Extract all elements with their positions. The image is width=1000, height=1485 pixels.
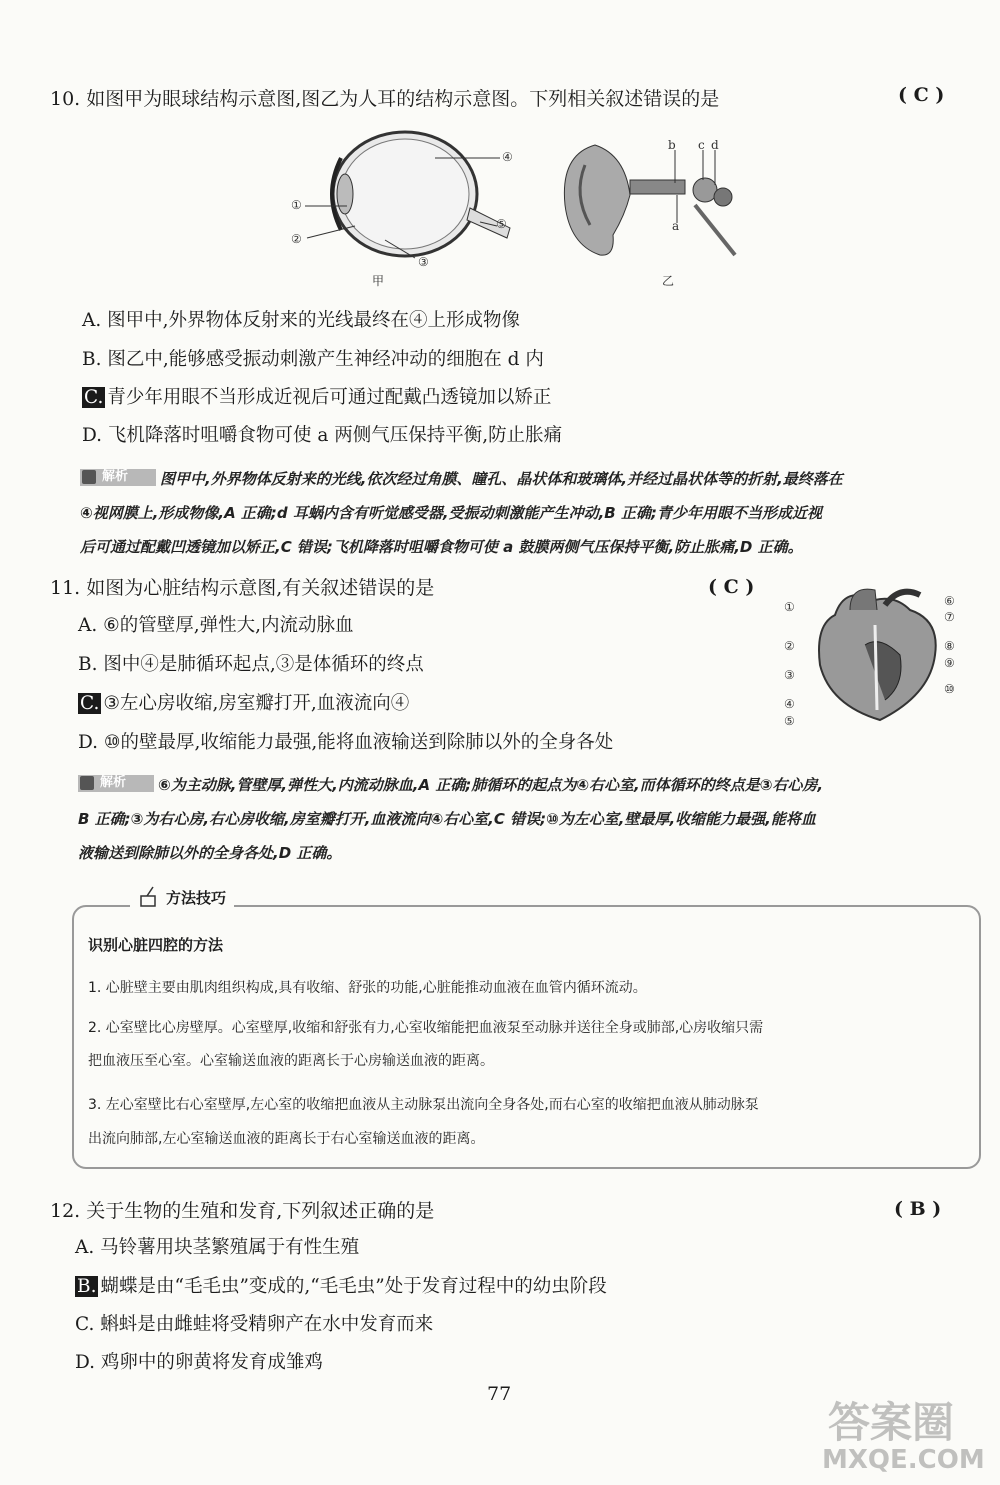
correct-marker: C. [80,693,100,714]
pen-cup-icon [138,886,160,908]
explain-tag: 解析 [78,775,154,792]
tips-line-2: 2. 心室壁比心房壁厚。心室壁厚,收缩和舒张有力,心室收缩能把血液泵至动脉并送往全身或肺部,心房收缩只需 [88,1020,764,1036]
tips-title: 识别心脏四腔的方法 [88,936,224,954]
page-number: 77 [487,1383,512,1405]
q10-option-d: D. 飞机降落时咀嚼食物可使 a 两侧气压保持平衡,防止胀痛 [82,425,563,446]
ear-label-b: b [668,138,676,152]
q12-option-d: D. 鸡卵中的卵黄将发育成雏鸡 [75,1352,323,1373]
ear-label-a: a [672,219,680,233]
heart-label-10: ⑩ [944,682,955,696]
heart-label-8: ⑧ [944,639,955,653]
q11-explanation: 解析 ⑥为主动脉,管壁厚,弹性大,内流动脉血,A 正确;肺循环的起点为④右心室,而体循环的终点是③右心房, B 正确;③为右心房,右心房收缩,房室瓣打开,血液流向④右心室,C 错误;⑩为左心室,壁最厚,收缩能力最强,能将血 液输送到除肺以外的全身各处,D 正确。 [78,775,824,862]
q11-option-c [78,689,409,715]
ear-diagram [555,135,765,265]
q10-option-c-text: 青少年用眼不当形成近视后可通过配戴凸透镜加以矫正 [107,387,552,408]
explain-tag: 解析 [80,469,156,486]
q11-option-c-text: ③左心房收缩,房室瓣打开,血液流向④ [103,693,410,714]
watermark-logo: 答案圈 [828,1398,955,1447]
correct-marker: C. [84,387,104,408]
q12-stem: 12. 关于生物的生殖和发育,下列叙述正确的是 [50,1200,435,1222]
heart-label-1: ① [784,600,795,614]
q11-option-a: A. ⑥的管壁厚,弹性大,内流动脉血 [78,615,354,636]
q10-explanation: 解析 图甲中,外界物体反射来的光线,依次经过角膜、瞳孔、晶状体和玻璃体,并经过晶状体等的折射,最终落在 ④视网膜上,形成物像,A 正确;d 耳蜗内含有听觉感受器,受振动刺激能产生冲动,B 正确;青少年用眼不当形成近视 后可通过配戴凹透镜加以矫正,C 错误;飞机降落时咀嚼食物可使 a 鼓膜两侧气压保持平衡,防止胀痛,D 正确。 [80,469,843,556]
q10-option-b: B. 图乙中,能够感受振动刺激产生神经冲动的细胞在 d 内 [82,349,544,370]
tips-line-5: 出流向肺部,左心室输送血液的距离长于右心室输送血液的距离。 [88,1131,485,1147]
eye-label-3: ③ [418,255,429,269]
q10-stem: 10. 如图甲为眼球结构示意图,图乙为人耳的结构示意图。下列相关叙述错误的是 [50,88,720,110]
correct-marker: B. [77,1276,97,1297]
heart-label-7: ⑦ [944,610,955,624]
tips-line-4: 3. 左心室壁比右心室壁厚,左心室的收缩把血液从主动脉泵出流向全身各处,而右心室的收缩把血液从肺动脉泵 [88,1097,759,1113]
heart-label-9: ⑨ [944,656,955,670]
eye-label-4: ④ [502,150,513,164]
q12-option-b [75,1272,607,1298]
tips-header: 方法技巧 [130,886,234,908]
heart-diagram [805,585,945,725]
q10-answer: ( C ) [898,84,945,106]
q12-option-b-text: 蝴蝶是由“毛毛虫”变成的,“毛毛虫”处于发育过程中的幼虫阶段 [100,1276,607,1297]
eye-label-2: ② [291,232,302,246]
ear-label-d: d [711,138,719,152]
heart-label-3: ③ [784,668,795,682]
heart-label-5: ⑤ [784,714,795,728]
q12-answer: ( B ) [894,1198,942,1220]
q12-option-a: A. 马铃薯用块茎繁殖属于有性生殖 [75,1237,360,1258]
heart-label-6: ⑥ [944,594,955,608]
tips-line-3: 把血液压至心室。心室输送血液的距离长于心房输送血液的距离。 [88,1053,494,1069]
watermark-site: MXQE.COM [822,1445,985,1475]
eye-caption: 甲 [372,274,385,288]
ear-label-c: c [698,138,705,152]
q11-answer: ( C ) [708,576,755,598]
heart-label-2: ② [784,639,795,653]
heart-label-4: ④ [784,697,795,711]
eye-label-1: ① [291,198,302,212]
q11-option-b: B. 图中④是肺循环起点,③是体循环的终点 [78,654,424,675]
ear-caption: 乙 [662,274,675,288]
eye-diagram [285,128,520,288]
tips-line-1: 1. 心脏壁主要由肌肉组织构成,具有收缩、舒张的功能,心脏能推动血液在血管内循环流动。 [88,980,647,996]
q12-option-c: C. 蝌蚪是由雌蛙将受精卵产在水中发育而来 [75,1314,434,1335]
q10-option-c [82,383,551,409]
q11-stem: 11. 如图为心脏结构示意图,有关叙述错误的是 [50,577,435,599]
eye-label-5: ⑤ [496,217,507,231]
q11-option-d: D. ⑩的壁最厚,收缩能力最强,能将血液输送到除肺以外的全身各处 [78,732,614,753]
q10-option-a: A. 图甲中,外界物体反射来的光线最终在④上形成物像 [82,310,521,331]
